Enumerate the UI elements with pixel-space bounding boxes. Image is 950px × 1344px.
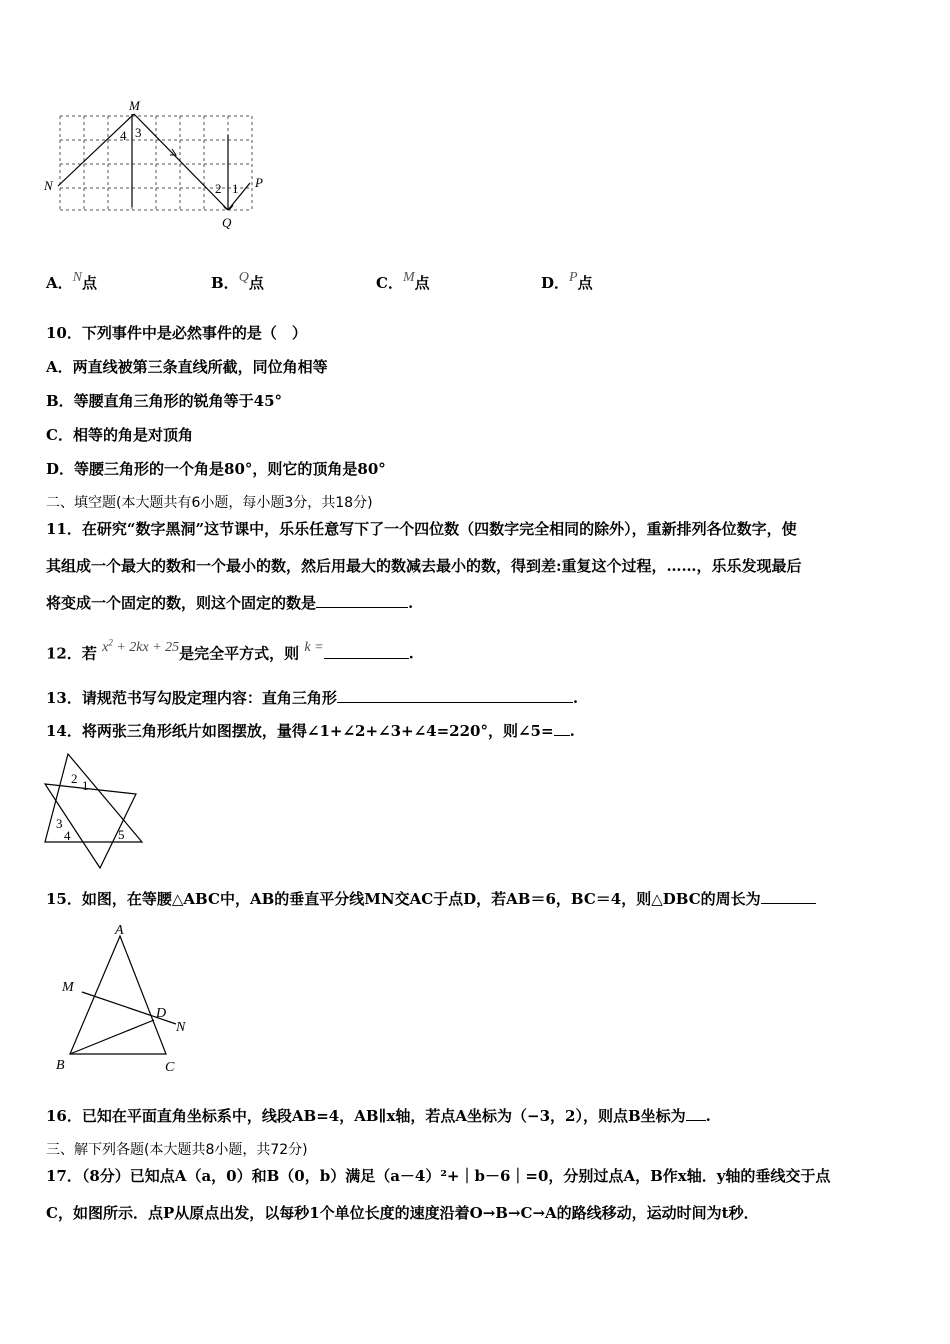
angle-label-3: 3 — [56, 816, 63, 831]
q15-answer-blank[interactable] — [761, 889, 816, 904]
section-2-title: 二、填空题(本大题共有6小题，每小题3分，共18分) — [46, 495, 373, 511]
option-symbol: M — [402, 270, 415, 285]
q16-answer-blank[interactable] — [686, 1106, 706, 1121]
q12-middle: 是完全平方式，则 — [179, 644, 300, 663]
angle-label-4: 4 — [120, 128, 127, 143]
label-P: P — [255, 175, 263, 190]
q13-answer-blank[interactable] — [337, 688, 573, 703]
q17-line-1: 17．（8分）已知点A（a，0）和B（0，b）满足（a－4）²+｜b－6｜=0，分别过点A，B作x轴．y轴的垂线交于点 — [46, 1167, 831, 1185]
q11-line-3 — [46, 593, 413, 613]
q16-line — [46, 1106, 711, 1126]
q12-line — [46, 637, 414, 666]
q9-option-c[interactable] — [376, 272, 430, 293]
option-symbol: Q — [238, 270, 249, 285]
label-M: M — [129, 98, 140, 113]
two-triangles-figure-q14 — [40, 748, 150, 872]
option-symbol: N — [72, 270, 82, 285]
triangle-ABC — [70, 936, 166, 1054]
q12-expression — [102, 637, 180, 655]
option-letter: A． — [46, 274, 73, 292]
label-N: N — [44, 178, 53, 193]
label-N: N — [176, 1020, 186, 1035]
angle-label-1: 1 — [232, 181, 239, 196]
q11-end: . — [408, 594, 414, 612]
q9-option-a[interactable] — [46, 272, 97, 293]
angle-label-1: 1 — [82, 778, 89, 793]
q14-line — [46, 721, 575, 741]
angle-label-2: 2 — [71, 771, 78, 786]
label-Q: Q — [222, 215, 232, 230]
q11-answer-blank[interactable] — [316, 593, 408, 608]
angle-label-3: 3 — [135, 125, 142, 140]
q11-text: 将变成一个固定的数，则这个固定的数是 — [46, 594, 317, 612]
q15-line — [46, 889, 816, 909]
q17-line-2: C，如图所示．点P从原点出发，以每秒1个单位长度的速度沿着O→B→C→A的路线移动，运动时间为t秒． — [46, 1204, 759, 1222]
isosceles-triangle-figure-q15 — [50, 920, 210, 1080]
q10-option-a[interactable]: A．两直线被第三条直线所截，同位角相等 — [46, 358, 328, 376]
q15-text: 15．如图，在等腰△ABC中，AB的垂直平分线MN交AC于点D，若AB＝6，BC＝4，则△DBC的周长为 — [46, 890, 761, 908]
q12-prefix: 12．若 — [46, 644, 97, 663]
q12-expr-sup: 2 — [108, 637, 113, 647]
q13-end: . — [572, 689, 579, 707]
q9-option-b[interactable] — [211, 272, 264, 293]
option-letter: C． — [376, 274, 403, 292]
q11-line-2: 其组成一个最大的数和一个最小的数，然后用最大的数减去最小的数，得到差:重复这个过程，……，乐乐发现最后 — [46, 557, 802, 575]
q13-line — [46, 688, 578, 708]
label-B: B — [56, 1058, 65, 1073]
q10-option-c[interactable]: C．相等的角是对顶角 — [46, 426, 193, 444]
q14-answer-blank[interactable] — [554, 721, 570, 736]
q12-expr-rest: + 2kx + 25 — [116, 639, 180, 655]
q12-end: . — [408, 644, 414, 663]
label-A: A — [115, 923, 124, 938]
option-suffix: 点 — [81, 274, 97, 292]
option-letter: D． — [541, 274, 570, 292]
q14-end: . — [569, 722, 575, 740]
q12-answer-blank[interactable] — [324, 644, 409, 659]
grid-figure-q9 — [40, 95, 280, 235]
q10-stem: 10．下列事件中是必然事件的是（ ） — [46, 324, 307, 342]
option-suffix: 点 — [248, 274, 264, 292]
angle-label-5: 5 — [118, 827, 125, 842]
q13-text: 13．请规范书写勾股定理内容：直角三角形 — [46, 689, 337, 707]
option-letter: B． — [211, 274, 239, 292]
q12-expr-x: x — [102, 639, 109, 655]
q10-option-b[interactable]: B．等腰直角三角形的锐角等于45° — [46, 392, 283, 410]
angle-label-2: 2 — [215, 181, 222, 196]
q12-k-expression: k = — [304, 639, 324, 655]
label-C: C — [165, 1060, 175, 1075]
segment-NM — [58, 114, 134, 186]
q14-text: 14．将两张三角形纸片如图摆放，量得∠1+∠2+∠3+∠4=220°，则∠5= — [46, 722, 554, 740]
option-suffix: 点 — [414, 274, 430, 292]
angle-label-4: 4 — [64, 828, 71, 843]
label-D: D — [156, 1006, 167, 1021]
q9-option-d[interactable] — [541, 272, 593, 293]
option-suffix: 点 — [577, 274, 593, 292]
label-M: M — [62, 980, 74, 995]
q16-text: 16．已知在平面直角坐标系中，线段AB=4，AB∥x轴，若点A坐标为（−3，2），则点B坐标为 — [46, 1107, 686, 1125]
q16-end: . — [705, 1107, 711, 1125]
q11-line-1: 11．在研究“数字黑洞”这节课中，乐乐任意写下了一个四位数（四数字完全相同的除外），重新排列各位数字，使 — [46, 520, 797, 538]
section-3-title: 三、解下列各题(本大题共8小题，共72分) — [46, 1142, 308, 1158]
q10-option-d[interactable]: D．等腰三角形的一个角是80°，则它的顶角是80° — [46, 460, 386, 478]
option-symbol: P — [569, 270, 578, 285]
segment-MQ — [134, 114, 228, 210]
